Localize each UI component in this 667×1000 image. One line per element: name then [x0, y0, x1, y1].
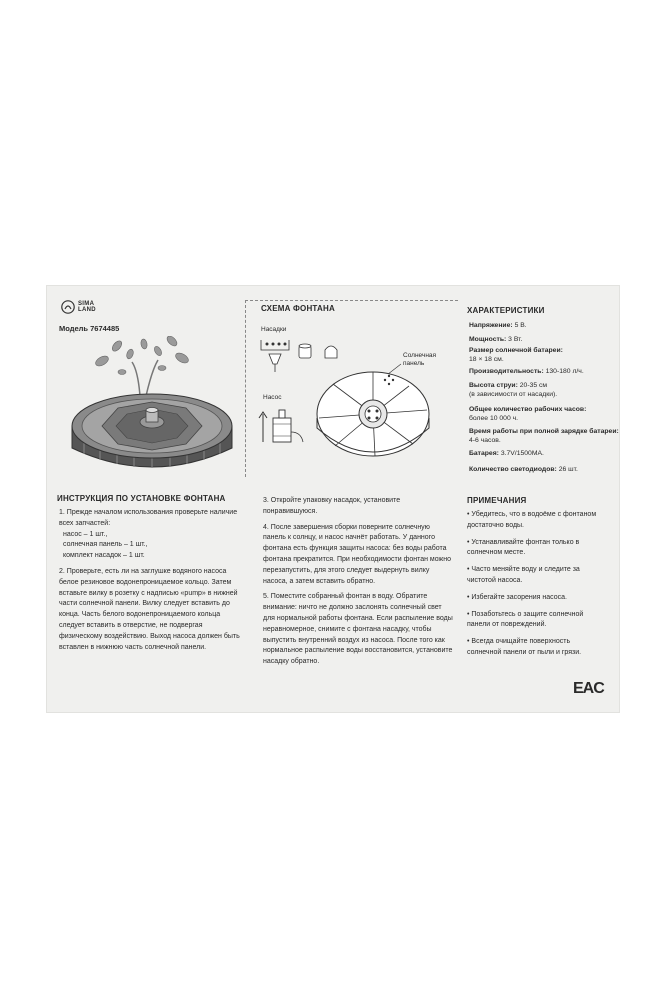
pump-illustration [257, 402, 307, 446]
brand-line-1: SIMA [78, 301, 95, 307]
note-item: • Позаботьтесь о защите солнечной панели от повреждений. [467, 610, 584, 629]
note-item: • Часто меняйте воду и следите за чистотой насоса. [467, 566, 580, 584]
instruction-step-4: 4. После завершения сборки поверните солнечную панель к солнцу, и насос начнёт работать. У данного фонтана есть функция защиты насоса: без воды работа фонтана прекратится. При необходимости фонтан можно перезапустить, для этого следует выдернуть вилку насоса, а затем вставить обратно. [263, 523, 451, 585]
spec-capacity-label: Производительность: [469, 368, 544, 375]
spec-runtime-label: Время работы при полной зарядке батареи: [469, 428, 619, 435]
spec-jet-height-label: Высота струи: [469, 382, 518, 389]
brand-wordmark [78, 301, 96, 313]
instruction-sheet [47, 286, 619, 712]
instruction-step-3: 3. Откройте упаковку насадок, установите понравившуюся. [263, 497, 401, 515]
spec-runtime-value: 4-6 часов. [469, 436, 501, 444]
spec-total-hours-value: более 10 000 ч. [469, 414, 519, 422]
solar-panel-label-line-2: панель [403, 360, 425, 367]
brand-line-2: LAND [78, 307, 96, 313]
fountain-illustration [62, 336, 242, 476]
parts-list-item: комплект насадок – 1 шт. [63, 552, 145, 560]
spec-leds-label: Количество светодиодов: [469, 466, 557, 473]
instructions-title: ИНСТРУКЦИЯ ПО УСТАНОВКЕ ФОНТАНА [57, 494, 226, 503]
spec-voltage [469, 322, 619, 331]
note-item: • Убедитесь, что в водоёме с фонтаном достаточно воды. [467, 511, 597, 529]
note-item: • Избегайте засорения насоса. [467, 593, 567, 601]
solar-panel-label-line-1: Солнечная [403, 352, 437, 359]
spec-total-hours [469, 406, 619, 423]
pump-label: Насос [263, 394, 282, 401]
spec-capacity-value: 130-180 л/ч. [545, 368, 584, 375]
note-item: • Устанавливайте фонтан только в солнечном месте. [467, 538, 580, 557]
parts-list-item: насос – 1 шт., [63, 530, 108, 538]
spec-leds-value: 26 шт. [558, 466, 578, 473]
sima-land-logo-icon [61, 300, 75, 314]
spec-voltage-label: Напряжение: [469, 322, 513, 329]
spec-power [469, 336, 619, 345]
spec-leds [469, 466, 619, 475]
spec-panel-size-label: Размер солнечной батареи: [469, 347, 563, 354]
note-item: • Всегда очищайте поверхность солнечной панели от пыли и грязи. [467, 638, 582, 656]
schema-title: СХЕМА ФОНТАНА [261, 304, 335, 313]
spec-power-label: Мощность: [469, 336, 507, 343]
spec-battery-value: 3.7V/1500MA. [500, 450, 544, 457]
instruction-step-5: 5. Поместите собранный фонтан в воду. Обратите внимание: ничто не должно заслонять солнечный свет для нормальной работы фонтана. Если распыление воды неравномерное, снимите с фонтана насадку, чтобы выпустить внутренний воздух из насоса. После того как нормальное распыление воды восстановится, установите насадку обратно. [263, 593, 453, 666]
brand-logo [61, 300, 96, 314]
spec-power-value: 3 Вт. [508, 336, 523, 343]
spec-battery [469, 450, 619, 459]
model-number: Модель 7674485 [59, 324, 120, 333]
spec-panel-size-value: 18 × 18 см. [469, 355, 504, 363]
spec-jet-height-note: (в зависимости от насадки). [469, 390, 558, 398]
notes-list [467, 510, 605, 665]
spec-total-hours-label: Общее количество рабочих часов: [469, 406, 587, 413]
notes-title: ПРИМЕЧАНИЯ [467, 496, 527, 505]
spec-jet-height [469, 382, 619, 399]
nozzles-label: Насадки [261, 326, 287, 333]
spec-capacity [469, 368, 619, 377]
parts-list-item: солнечная панель – 1 шт., [63, 541, 148, 549]
spec-jet-height-value: 20-35 см [519, 382, 548, 389]
spec-voltage-value: 5 В. [514, 322, 527, 329]
parts-list [59, 530, 245, 562]
spec-panel-size [469, 347, 619, 364]
spec-battery-label: Батарея: [469, 450, 499, 457]
specs-title: ХАРАКТЕРИСТИКИ [467, 306, 545, 315]
spec-runtime [469, 428, 619, 445]
instructions-column-1 [59, 508, 245, 653]
instructions-column-2 [263, 496, 453, 673]
instruction-step-2: 2. Проверьте, есть ли на заглушке водяного насоса белое резиновое водонепроницаемое кольцо. Затем вставьте вилку в розетку с надписью «pump» в нижней части солнечной панели. Вилку следует вставить до конца. Часть белого водонепроницаемого кольца следует вставить в отверстие, не подвергая физическому воздействию. Выход насоса должен быть вставлен в нижнюю часть солнечной панели. [59, 567, 240, 651]
instruction-step-1: 1. Прежде началом использования проверьте наличие всех запчастей: [59, 509, 238, 527]
solar-panel-illustration [313, 358, 453, 468]
eac-certification-mark: EAC [573, 680, 604, 697]
